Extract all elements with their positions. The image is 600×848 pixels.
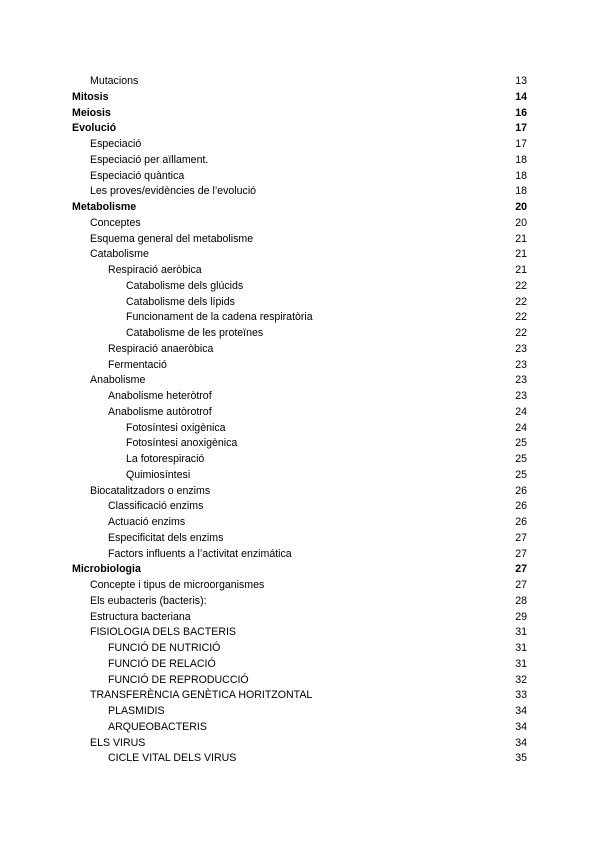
toc-entry-title: FISIOLOGIA DELS BACTERIS [90, 626, 236, 639]
toc-entry[interactable] [0, 452, 600, 468]
toc-entry-page: 32 [515, 673, 527, 686]
toc-entry-page: 31 [515, 626, 527, 639]
toc-entry-title: Funcionament de la cadena respiratòria [126, 311, 313, 324]
toc-entry-title: Especificitat dels enzims [108, 531, 224, 544]
toc-entry[interactable] [0, 169, 600, 185]
toc-entry[interactable] [0, 342, 600, 358]
toc-entry[interactable] [0, 184, 600, 200]
toc-entry-page: 25 [515, 453, 527, 465]
toc-entry-page: 22 [515, 279, 527, 292]
toc-entry-title: Esquema general del metabolisme [90, 232, 254, 245]
toc-entry-page: 28 [515, 594, 527, 607]
toc-entry-page: 23 [515, 390, 527, 402]
toc-entry-page: 27 [515, 563, 527, 576]
toc-entry[interactable] [0, 610, 600, 626]
toc-entry-title: Microbiologia [72, 563, 141, 576]
toc-entry-title: Factors influents a l’activitat enzimática [108, 547, 292, 560]
toc-entry-title: Quimiosíntesi [126, 468, 191, 481]
toc-entry[interactable] [0, 547, 600, 563]
toc-entry-page: 17 [515, 138, 527, 150]
toc-entry-title: Respiració aeròbica [108, 264, 202, 276]
toc-entry[interactable] [0, 358, 600, 374]
toc-entry-title: Concepte i tipus de microorganismes [90, 579, 265, 591]
toc-entry[interactable] [0, 74, 600, 90]
toc-entry-title: FUNCIÓ DE NUTRICIÓ [108, 642, 221, 654]
toc-entry-page: 20 [515, 201, 527, 213]
toc-entry-title: Respiració anaeròbica [108, 342, 214, 355]
toc-entry-title: Fermentació [108, 358, 167, 371]
toc-entry-title: Catabolisme dels lípids [126, 295, 235, 308]
toc-entry[interactable] [0, 673, 600, 689]
toc-entry-title: FUNCIÓ DE REPRODUCCIÓ [108, 673, 249, 686]
toc-entry-page: 18 [515, 185, 527, 198]
toc-entry-page: 22 [515, 311, 527, 324]
toc-entry[interactable] [0, 310, 600, 326]
toc-entry[interactable] [0, 484, 600, 500]
toc-entry[interactable] [0, 736, 600, 752]
toc-entry-page: 22 [515, 327, 527, 339]
toc-entry[interactable] [0, 657, 600, 673]
toc-entry-title: ARQUEOBACTERIS [108, 720, 207, 733]
toc-entry-page: 18 [515, 169, 527, 182]
toc-entry-title: FUNCIÓ DE RELACIÓ [108, 657, 216, 670]
toc-entry-title: Especiació [90, 138, 142, 150]
toc-entry-title: Catabolisme de les proteïnes [126, 327, 264, 339]
toc-entry-page: 22 [515, 295, 527, 308]
toc-entry[interactable] [0, 389, 600, 405]
toc-entry[interactable] [0, 200, 600, 216]
toc-entry-page: 23 [515, 358, 527, 371]
toc-entry-title: Anabolisme autòrotrof [108, 405, 212, 418]
toc-entry-title: La fotorespiració [126, 453, 205, 465]
toc-entry-page: 26 [515, 500, 527, 513]
toc-entry-page: 26 [515, 484, 527, 497]
toc-entry[interactable] [0, 515, 600, 531]
toc-entry-page: 23 [515, 342, 527, 355]
table-of-contents [0, 74, 600, 767]
toc-entry-title: Conceptes [90, 216, 141, 229]
toc-entry-title: Especiació per aïllament. [90, 153, 209, 166]
toc-entry[interactable] [0, 468, 600, 484]
toc-entry-title: Mutacions [90, 75, 139, 87]
toc-entry-title: PLASMIDIS [108, 705, 165, 717]
toc-entry-title: Actuació enzims [108, 516, 186, 528]
toc-entry-page: 24 [515, 421, 527, 434]
toc-entry-page: 31 [515, 657, 527, 670]
toc-entry-page: 27 [515, 579, 527, 591]
toc-entry[interactable] [0, 216, 600, 232]
toc-entry-page: 14 [515, 90, 527, 103]
toc-entry[interactable] [0, 232, 600, 248]
toc-entry[interactable] [0, 704, 600, 720]
toc-entry[interactable] [0, 688, 600, 704]
toc-entry-page: 35 [515, 752, 527, 765]
toc-entry[interactable] [0, 121, 600, 137]
toc-entry-page: 25 [515, 468, 527, 481]
toc-entry-title: Fotosíntesi oxigènica [126, 421, 226, 434]
toc-entry[interactable] [0, 405, 600, 421]
toc-entry[interactable] [0, 373, 600, 389]
toc-entry[interactable] [0, 594, 600, 610]
toc-entry-page: 13 [515, 75, 527, 87]
toc-entry-title: Anabolisme heteròtrof [108, 390, 212, 402]
toc-entry-title: Biocatalitzadors o enzims [90, 484, 211, 497]
toc-entry[interactable] [0, 279, 600, 295]
toc-entry-page: 21 [515, 264, 527, 276]
toc-entry[interactable] [0, 751, 600, 767]
toc-entry-title: Especiació quàntica [90, 169, 185, 182]
toc-entry-page: 27 [515, 531, 527, 544]
toc-entry-title: Fotosíntesi anoxigènica [126, 437, 238, 450]
toc-entry-title: Anabolisme [90, 374, 146, 387]
toc-entry-page: 16 [515, 106, 527, 119]
toc-entry-title: Evolució [72, 122, 117, 135]
toc-entry-page: 34 [515, 736, 527, 749]
toc-entry-title: ELS VIRUS [90, 736, 146, 749]
toc-entry[interactable] [0, 90, 600, 106]
toc-entry-title: Els eubacteris (bacteris): [90, 594, 207, 607]
toc-entry-page: 21 [515, 248, 527, 261]
toc-entry[interactable] [0, 153, 600, 169]
toc-entry-page: 24 [515, 405, 527, 418]
toc-entry[interactable] [0, 499, 600, 515]
toc-entry-page: 27 [515, 547, 527, 560]
toc-entry-title: Les proves/evidències de l’evolució [90, 185, 257, 198]
toc-entry[interactable] [0, 326, 600, 342]
toc-entry-title: TRANSFERÈNCIA GENÈTICA HORITZONTAL [90, 689, 313, 702]
toc-entry-page: 31 [515, 642, 527, 654]
toc-entry-title: Estructura bacteriana [90, 610, 191, 623]
toc-entry-page: 18 [515, 153, 527, 166]
toc-entry[interactable] [0, 641, 600, 657]
toc-entry[interactable] [0, 421, 600, 437]
toc-entry-page: 17 [515, 122, 527, 135]
toc-entry[interactable] [0, 436, 600, 452]
toc-entry[interactable] [0, 263, 600, 279]
toc-entry-title: Catabolisme [90, 248, 149, 261]
toc-entry-page: 34 [515, 720, 527, 733]
toc-entry-title: CICLE VITAL DELS VIRUS [108, 752, 237, 765]
toc-entry[interactable] [0, 295, 600, 311]
toc-entry-page: 21 [515, 232, 527, 245]
toc-entry-title: Catabolisme dels glúcids [126, 279, 244, 292]
toc-entry-page: 33 [515, 689, 527, 702]
toc-entry-page: 34 [515, 705, 527, 717]
toc-entry[interactable] [0, 720, 600, 736]
toc-entry-page: 23 [515, 374, 527, 387]
toc-entry[interactable] [0, 247, 600, 263]
toc-entry[interactable] [0, 531, 600, 547]
toc-entry-page: 29 [515, 610, 527, 623]
toc-entry[interactable] [0, 625, 600, 641]
toc-entry-page: 25 [515, 437, 527, 450]
toc-entry[interactable] [0, 106, 600, 122]
toc-entry-page: 20 [515, 216, 527, 229]
toc-entry-page: 26 [515, 516, 527, 528]
toc-entry[interactable] [0, 137, 600, 153]
toc-entry-title: Metabolisme [72, 201, 137, 213]
toc-entry[interactable] [0, 578, 600, 594]
toc-entry[interactable] [0, 562, 600, 578]
toc-entry-title: Classificació enzims [108, 500, 204, 513]
toc-entry-title: Meiosis [72, 106, 111, 119]
toc-entry-title: Mitosis [72, 90, 109, 103]
